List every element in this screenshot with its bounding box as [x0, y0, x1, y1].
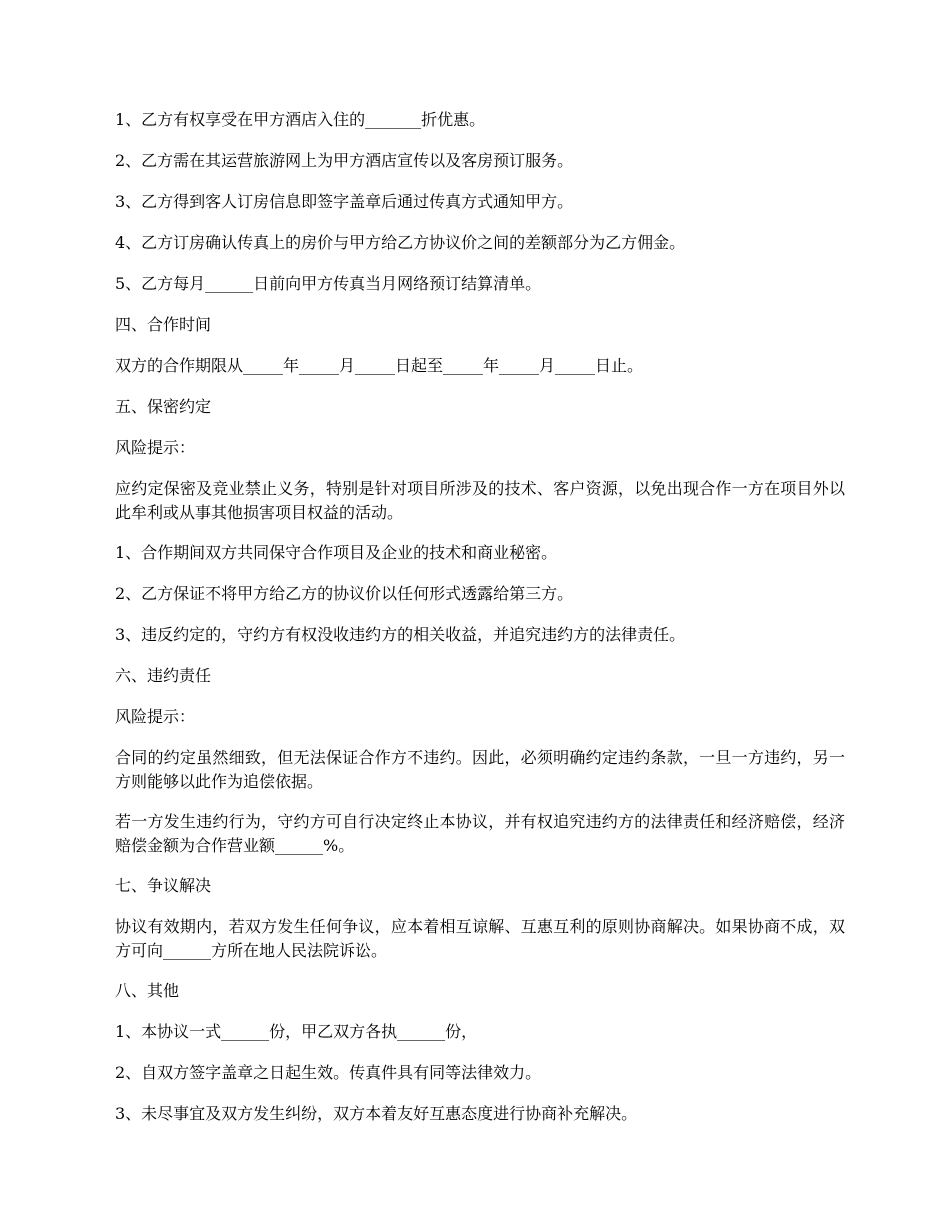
risk-label-confidentiality: 风险提示：	[115, 438, 196, 457]
risk-label-liability: 风险提示：	[115, 707, 196, 726]
document-page	[115, 108, 845, 1143]
clause-unresolved-matters: 3、未尽事宜及双方发生纠纷，双方本着友好互惠态度进行协商补充解决。	[115, 1104, 638, 1123]
clause-promotion: 2、乙方需在其运营旅游网上为甲方酒店宣传以及客房预订服务。	[115, 151, 574, 170]
clause-discount: 1、乙方有权享受在甲方酒店入住的_______折优惠。	[115, 110, 486, 129]
clause-liability-compensation: 若一方发生违约行为，守约方可自行决定终止本协议，并有权追究违约方的法律责任和经济赔偿，经济赔偿金额为合作营业额______%。	[115, 812, 845, 855]
section-heading-cooperation-time: 四、合作时间	[115, 315, 212, 334]
section-heading-liability: 六、违约责任	[115, 666, 212, 685]
clause-commission: 4、乙方订房确认传真上的房价与甲方给乙方协议价之间的差额部分为乙方佣金。	[115, 233, 686, 252]
clause-confidential-breach: 3、违反约定的，守约方有权没收违约方的相关收益，并追究违约方的法律责任。	[115, 625, 686, 644]
clause-effective: 2、自双方签字盖章之日起生效。传真件具有同等法律效力。	[115, 1063, 542, 1082]
clause-copies: 1、本协议一式______份，甲乙双方各执______份，	[115, 1022, 478, 1041]
clause-dispute-resolution: 协议有效期内，若双方发生任何争议，应本着相互谅解、互惠互利的原则协商解决。如果协商不成，双方可向______方所在地人民法院诉讼。	[115, 917, 845, 960]
section-heading-other: 八、其他	[115, 981, 180, 1000]
section-heading-dispute: 七、争议解决	[115, 876, 212, 895]
clause-fax-notify: 3、乙方得到客人订房信息即签字盖章后通过传真方式通知甲方。	[115, 192, 574, 211]
cooperation-period: 双方的合作期限从_____年_____月_____日起至_____年_____月_____日止。	[115, 356, 644, 375]
clause-confidential-price: 2、乙方保证不将甲方给乙方的协议价以任何形式透露给第三方。	[115, 584, 574, 603]
risk-text-liability: 合同的约定虽然细致，但无法保证合作方不违约。因此，必须明确约定违约条款，一旦一方违约，另一方则能够以此作为追偿依据。	[115, 748, 845, 791]
clause-settlement: 5、乙方每月______日前向甲方传真当月网络预订结算清单。	[115, 274, 542, 293]
clause-confidential-secrets: 1、合作期间双方共同保守合作项目及企业的技术和商业秘密。	[115, 543, 558, 562]
section-heading-confidentiality: 五、保密约定	[115, 397, 212, 416]
risk-text-confidentiality: 应约定保密及竞业禁止义务，特别是针对项目所涉及的技术、客户资源，以免出现合作一方在项目外以此牟利或从事其他损害项目权益的活动。	[115, 479, 845, 522]
